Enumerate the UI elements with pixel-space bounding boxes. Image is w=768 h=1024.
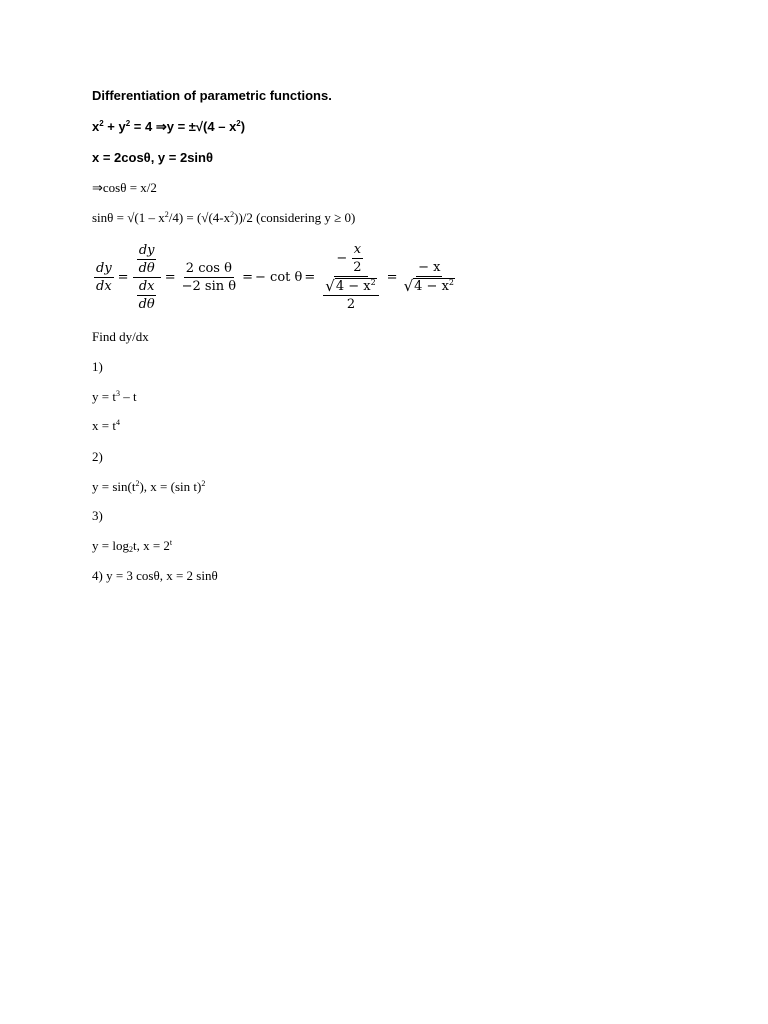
exponent: 2 xyxy=(236,119,241,128)
denominator: dθ xyxy=(138,296,155,312)
exponent: 2 xyxy=(201,479,206,488)
q1-x-part: x = t xyxy=(92,418,116,433)
equals-sign: = xyxy=(117,269,129,285)
denominator: 2 xyxy=(353,260,362,275)
chain-rule-fraction xyxy=(133,243,161,312)
question-2-equations xyxy=(92,479,205,495)
exponent: 2 xyxy=(125,119,131,128)
radicand-text: 4 − x xyxy=(335,279,371,294)
numerator xyxy=(323,278,378,296)
sin-equation xyxy=(92,210,355,226)
q1-y-part: – t xyxy=(119,389,137,404)
dy-dx-fraction xyxy=(94,261,114,294)
question-2-number: 2) xyxy=(92,449,103,464)
numerator xyxy=(133,243,161,278)
dx-dtheta-fraction xyxy=(137,279,157,312)
numerator: dx xyxy=(138,278,155,294)
numerator: dy xyxy=(96,260,112,276)
neg-cot-term: − cot θ xyxy=(255,269,303,285)
radicand-text: 4 − x xyxy=(414,279,449,294)
q1-y-part: y = t xyxy=(92,389,116,404)
denominator xyxy=(402,277,457,294)
denominator: −2 sin θ xyxy=(181,278,237,294)
radical-sign: √ xyxy=(403,277,414,295)
cos-equation: ⇒cosθ = x/2 xyxy=(92,180,157,195)
numerator: − x xyxy=(418,260,441,275)
numerator xyxy=(334,242,367,277)
square-root xyxy=(404,278,455,294)
denominator: dθ xyxy=(138,260,155,276)
denominator: dx xyxy=(96,278,112,294)
cos-sin-fraction xyxy=(180,261,238,294)
q3-part: t, x = 2 xyxy=(132,538,170,553)
final-fraction xyxy=(402,260,457,294)
square-root xyxy=(325,278,376,294)
exponent: 2 xyxy=(230,210,235,219)
denominator xyxy=(319,277,382,312)
parametric-equations: x = 2cosθ, y = 2sinθ xyxy=(92,150,214,165)
exponent: 2 xyxy=(99,119,104,128)
document-title: Differentiation of parametric functions. xyxy=(92,88,332,103)
exponent: 2 xyxy=(164,210,169,219)
find-heading: Find dy/dx xyxy=(92,329,149,344)
equals-sign: = xyxy=(164,269,176,285)
sin-eq-part: sinθ = √(1 – x xyxy=(92,210,165,225)
circle-eq-x: x xyxy=(92,119,100,134)
exponent: 4 xyxy=(115,418,120,427)
numerator: x xyxy=(353,242,362,257)
question-1-y xyxy=(92,389,137,405)
exponent: t xyxy=(169,538,173,547)
circle-eq-y: + y xyxy=(103,119,126,134)
dy-dtheta-fraction xyxy=(137,243,157,276)
circle-eq-close: ) xyxy=(240,119,246,134)
numerator: dy xyxy=(138,242,155,258)
compound-fraction xyxy=(319,242,382,312)
q3-part: y = log xyxy=(92,538,129,553)
equals-sign: = xyxy=(304,269,316,285)
equals-sign: = xyxy=(242,269,254,285)
derivative-equation xyxy=(92,238,459,316)
circle-equation xyxy=(92,119,245,135)
numerator: 2 cos θ xyxy=(185,260,232,276)
exponent: 2 xyxy=(370,278,376,287)
exponent: 2 xyxy=(448,278,454,287)
exponent: 3 xyxy=(115,389,120,398)
subscript: 2 xyxy=(128,545,133,554)
denominator xyxy=(133,278,161,312)
sin-eq-part: ))/2 (considering y ≥ 0) xyxy=(234,210,356,225)
circle-eq-solve: = 4 ⇒y = ±√(4 – x xyxy=(130,119,237,134)
question-4: 4) y = 3 cosθ, x = 2 sinθ xyxy=(92,568,218,583)
sin-eq-part: /4) = (√(4-x xyxy=(168,210,231,225)
exponent: 2 xyxy=(135,479,140,488)
radical-sign: √ xyxy=(325,277,335,295)
radicand xyxy=(335,278,377,294)
x-over-two-fraction xyxy=(351,242,363,275)
question-1-number: 1) xyxy=(92,359,103,374)
minus-sign: − xyxy=(336,251,348,266)
question-3-equations xyxy=(92,538,172,554)
equals-sign: = xyxy=(386,269,398,285)
q2-part: ), x = (sin t) xyxy=(139,479,202,494)
sqrt-over-two-fraction xyxy=(323,278,378,312)
denominator: 2 xyxy=(346,297,356,312)
q2-part: y = sin(t xyxy=(92,479,136,494)
question-1-x xyxy=(92,418,120,434)
radicand xyxy=(413,278,455,294)
question-3-number: 3) xyxy=(92,508,103,523)
